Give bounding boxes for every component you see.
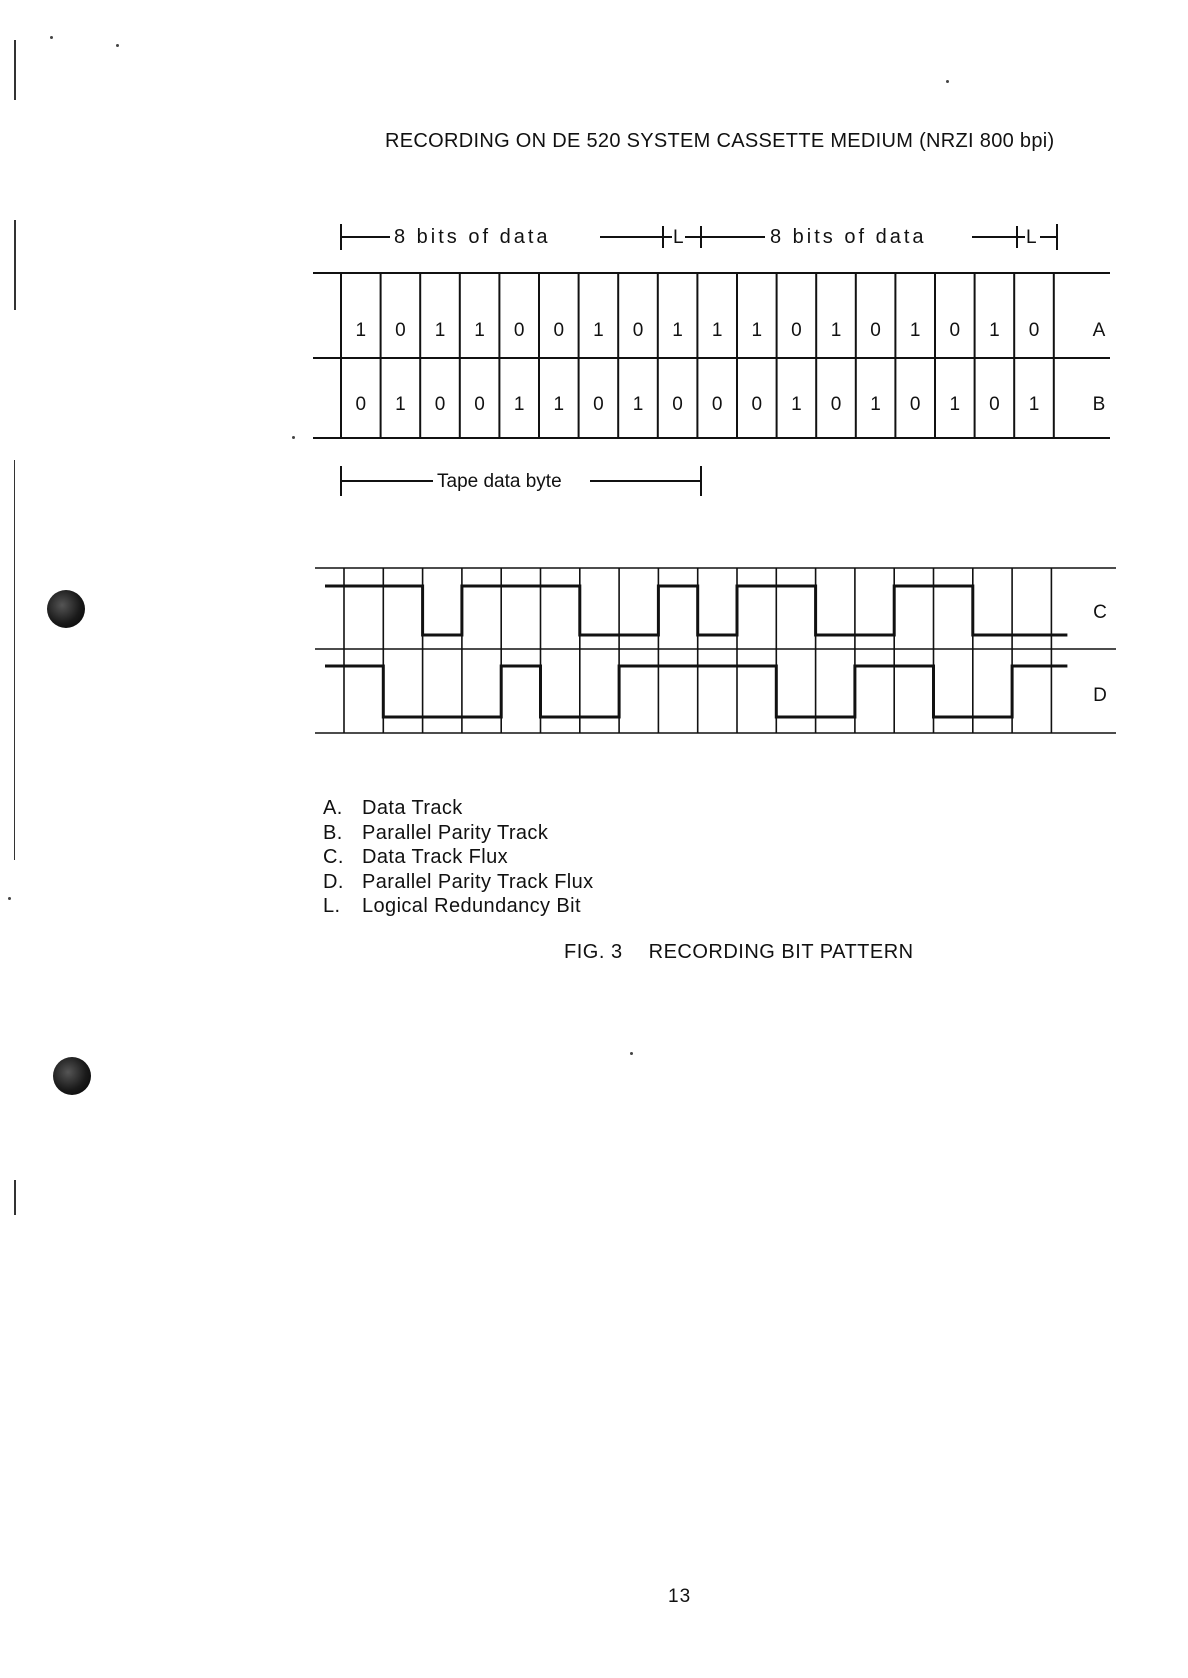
bit-cell-b: 0 xyxy=(989,394,1000,415)
page-number: 13 xyxy=(668,1586,692,1607)
legend-item-b xyxy=(323,821,594,846)
bit-cell-b: 0 xyxy=(672,394,683,415)
bit-cell-a: 1 xyxy=(434,320,446,341)
legend-item-c xyxy=(323,845,594,870)
figure-number: FIG. 3 xyxy=(564,941,623,963)
flux-grid xyxy=(315,568,1116,733)
legend-key: A. xyxy=(323,797,343,819)
bit-cell-a: 1 xyxy=(355,320,367,341)
legend-text: Parallel Parity Track xyxy=(362,821,549,844)
bit-cell-a: 1 xyxy=(989,320,1000,341)
bit-cell-b: 0 xyxy=(434,394,446,415)
legend-item-d xyxy=(323,870,594,895)
bit-cell-b: 0 xyxy=(711,394,723,415)
track-label-a: A xyxy=(1092,320,1106,341)
legend-key: C. xyxy=(323,846,344,868)
bit-cell-b: 0 xyxy=(474,394,485,415)
legend-item-l xyxy=(323,894,594,919)
bit-cell-b: 1 xyxy=(1028,394,1040,415)
figure-title: RECORDING ON DE 520 SYSTEM CASSETTE MEDIUM (NRZI 800 bpi) xyxy=(385,130,1055,152)
legend-item-a xyxy=(323,796,594,821)
legend-text: Data Track Flux xyxy=(362,846,509,868)
legend-key: D. xyxy=(323,870,344,893)
bit-cell-b: 1 xyxy=(949,394,961,415)
bit-cell-a: 0 xyxy=(949,320,961,341)
span-annotations xyxy=(341,224,1057,496)
bit-cell-b: 0 xyxy=(830,394,842,415)
legend-text: Data Track xyxy=(362,797,463,819)
bit-cell-a: 0 xyxy=(870,320,881,341)
bit-cell-b: 0 xyxy=(751,394,763,415)
track-label-b: B xyxy=(1092,394,1106,415)
bit-cell-b: 0 xyxy=(909,394,921,415)
scan-speck xyxy=(630,1052,633,1055)
span-label-data-second: 8 bits of data xyxy=(770,226,927,248)
legend-key: B. xyxy=(323,821,343,844)
punch-hole-bottom xyxy=(53,1057,91,1095)
flux-label-d: D xyxy=(1093,685,1107,706)
flux-label-c: C xyxy=(1093,602,1107,623)
flux-waveform-d xyxy=(325,666,1067,717)
bit-cell-b: 0 xyxy=(355,394,367,415)
bit-cell-a: 0 xyxy=(791,320,802,341)
bit-cell-a: 0 xyxy=(395,320,406,341)
legend-text: Parallel Parity Track Flux xyxy=(362,870,594,893)
bit-cell-a: 0 xyxy=(513,320,525,341)
bit-cell-a: 1 xyxy=(830,320,842,341)
bit-cell-a: 1 xyxy=(474,320,485,341)
bit-cell-a: 0 xyxy=(553,320,565,341)
flux-waveform-c xyxy=(325,586,1067,635)
bit-cell-a: 0 xyxy=(632,320,644,341)
bit-cell-b: 1 xyxy=(870,394,881,415)
recording-bit-pattern-diagram xyxy=(0,0,1188,760)
bit-cell-a: 1 xyxy=(711,320,723,341)
span-label-lrb-second: L xyxy=(1026,227,1037,248)
legend-text: Logical Redundancy Bit xyxy=(362,895,581,917)
scan-speck xyxy=(8,897,11,900)
figure-caption-text: RECORDING BIT PATTERN xyxy=(648,941,914,963)
bit-cell-b: 1 xyxy=(632,394,644,415)
span-label-tape-data-byte: Tape data byte xyxy=(437,471,562,492)
margin-mark xyxy=(14,1180,16,1215)
legend-key: L. xyxy=(323,895,341,917)
bit-cell-b: 1 xyxy=(553,394,565,415)
span-label-lrb-first: L xyxy=(673,227,684,248)
bit-cell-a: 1 xyxy=(751,320,763,341)
bit-cell-a: 1 xyxy=(593,320,604,341)
bit-cell-a: 1 xyxy=(909,320,921,341)
bit-cell-b: 1 xyxy=(395,394,406,415)
bit-cell-a: 1 xyxy=(672,320,683,341)
bit-cell-b: 0 xyxy=(593,394,604,415)
figure-caption xyxy=(564,941,914,964)
bit-cell-b: 1 xyxy=(791,394,802,415)
bit-cell-b: 1 xyxy=(513,394,525,415)
bit-cell-a: 0 xyxy=(1028,320,1040,341)
legend xyxy=(323,796,594,919)
span-label-data-first: 8 bits of data xyxy=(394,226,551,248)
